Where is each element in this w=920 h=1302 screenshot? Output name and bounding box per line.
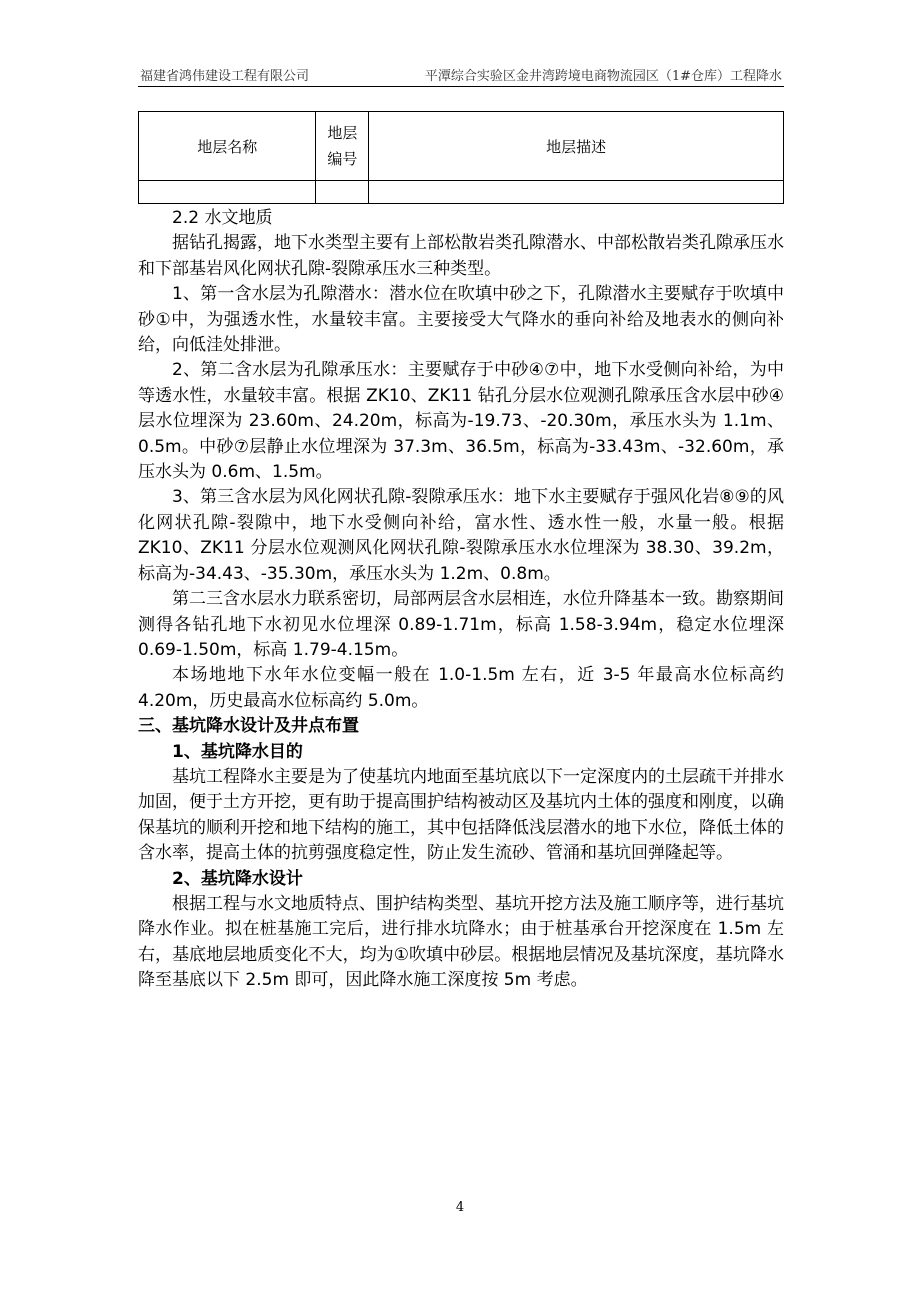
paragraph: 本场地地下水年水位变幅一般在 1.0-1.5m 左右，近 3-5 年最高水位标高约 4.20m，历史最高水位标高约 5.0m。 — [138, 665, 784, 711]
col-stratum-code — [316, 112, 369, 181]
paragraph: 1、第一含水层为孔隙潜水：潜水位在吹填中砂之下，孔隙潜水主要赋存于吹填中砂①中，为强透水性，水量较丰富。主要接受大气降水的垂向补给及地表水的侧向补给，向低洼处排泄。 — [138, 284, 784, 356]
paragraph: 根据工程与水文地质特点、围护结构类型、基坑开挖方法及施工顺序等，进行基坑降水作业。拟在桩基施工完后，进行排水坑降水；由于桩基承台开挖深度在 1.5m 左右，基底地层地质变化不大，均为①吹填中砂层。根据地层情况及基坑深度，基坑降水降至基底以下 2.5m 即可，因此降水施工深度按 5m 考虑。 — [138, 893, 784, 991]
paragraph: 2、第二含水层为孔隙承压水：主要赋存于中砂④⑦中，地下水受侧向补给，为中等透水性，水量较丰富。根据 ZK10、ZK11 钻孔分层水位观测孔隙承压含水层中砂④层水位埋深为 23.60m、24.20m，标高为-19.73、-20.30m，承压水头为 1.1m、0.5m。中砂⑦层静止水位埋深为 37.3m、36.5m，标高为-33.43m、-32.60m，承压水头为 0.6m、1.5m。 — [138, 360, 784, 483]
col-stratum-code-line2: 编号 — [327, 150, 358, 168]
paragraph: 基坑工程降水主要是为了使基坑内地面至基坑底以下一定深度内的土层疏干并排水加固，便于土方开挖，更有助于提高围护结构被动区及基坑内土体的强度和刚度，以确保基坑的顺利开挖和地下结构的施工，其中包括降低浅层潜水的地下水位，降低土体的含水率，提高土体的抗剪强度稳定性，防止发生流砂、管涌和基坑回弹隆起等。 — [138, 766, 784, 864]
section-2-2-title: 2.2 水文地质 — [172, 208, 273, 228]
paragraph: 据钻孔揭露，地下水类型主要有上部松散岩类孔隙潜水、中部松散岩类孔隙承压水和下部基岩风化网状孔隙-裂隙承压水三种类型。 — [138, 233, 784, 279]
table-header-row — [139, 112, 784, 181]
section-3-title: 三、基坑降水设计及井点布置 — [138, 716, 359, 737]
page-header — [138, 62, 784, 87]
subsection-1-title: 1、基坑降水目的 — [172, 741, 303, 762]
col-stratum-description: 地层描述 — [369, 112, 784, 181]
subsection-2-title: 2、基坑降水设计 — [172, 868, 303, 889]
header-company: 福建省鸿伟建设工程有限公司 — [140, 69, 310, 84]
paragraph: 第二三含水层水力联系密切，局部两层含水层相连，水位升降基本一致。勘察期间测得各钻孔地下水初见水位埋深 0.89-1.71m，标高 1.58-3.94m，稳定水位埋深 0.69-1.50m，标高 1.79-4.15m。 — [138, 589, 784, 660]
strata-table — [138, 111, 784, 204]
table-row — [139, 181, 784, 204]
page-number: 4 — [455, 1200, 465, 1215]
document-body — [138, 206, 784, 994]
col-stratum-code-line1: 地层 — [327, 124, 358, 142]
paragraph: 3、第三含水层为风化网状孔隙-裂隙承压水：地下水主要赋存于强风化岩⑧⑨的风化网状孔隙-裂隙中，地下水受侧向补给，富水性、透水性一般，水量一般。根据 ZK10、ZK11 分层水位观测风化网状孔隙-裂隙承压水水位埋深为 38.30、39.2m，标高为-34.43、-35.30m，承压水头为 1.2m、0.8m。 — [138, 487, 784, 584]
col-stratum-name: 地层名称 — [139, 112, 316, 181]
header-project: 平潭综合实验区金井湾跨境电商物流园区（1#仓库）工程降水 — [424, 69, 782, 84]
table-cell — [369, 181, 784, 204]
table-cell — [316, 181, 369, 204]
table-cell — [139, 181, 316, 204]
